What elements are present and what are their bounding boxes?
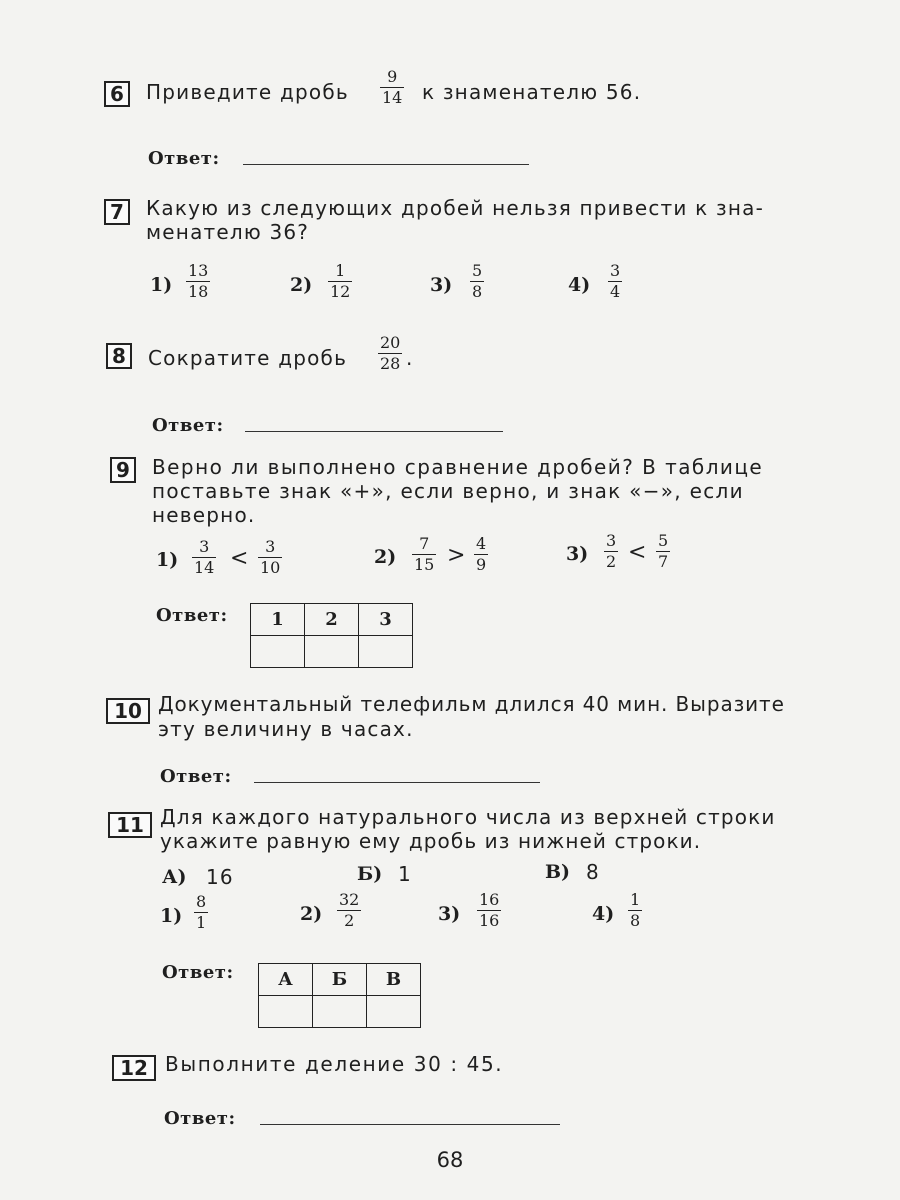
problem-9-comparison-3-operator: <: [628, 540, 647, 565]
problem-11-top-a-value: 16: [206, 865, 234, 889]
problem-number-10: 10: [106, 698, 150, 724]
problem-9-comparison-2-operator: >: [447, 543, 466, 568]
answer-table-header-cell: 2: [305, 604, 359, 636]
problem-number-8: 8: [106, 343, 132, 369]
fraction-numerator: 5: [658, 531, 669, 550]
fraction-denominator: 9: [476, 555, 487, 574]
problem-7-line-2: менателю 36?: [146, 220, 310, 244]
problem-9-comparison-1-operator: <: [230, 546, 249, 571]
fraction-denominator: 12: [330, 282, 351, 301]
answer-table-input-row: [259, 996, 421, 1028]
problem-11-line-2: укажите равную ему дробь из нижней строки.: [160, 829, 702, 853]
problem-11-answer-table: [258, 963, 421, 1028]
fraction-numerator: 4: [476, 534, 487, 553]
fraction-denominator: 10: [260, 558, 281, 577]
problem-9-comparison-3-left: [604, 532, 618, 571]
fraction-numerator: 3: [199, 537, 210, 556]
fraction-denominator: 15: [414, 555, 435, 574]
problem-9-line-1: Верно ли выполнено сравнение дробей? В таблице: [152, 455, 764, 479]
problem-11-option-2-label: 2): [300, 903, 323, 925]
problem-11-option-3-fraction: [477, 891, 501, 930]
problem-9-comparison-2-right: [474, 535, 488, 574]
page-number: 68: [436, 1148, 464, 1172]
fraction-denominator: 7: [658, 552, 669, 571]
answer-table-header-cell: 3: [359, 604, 413, 636]
fraction-denominator: 18: [188, 282, 209, 301]
problem-7-option-3-fraction: [470, 262, 484, 301]
answer-table-input-cell[interactable]: [313, 996, 367, 1028]
fraction-numerator: 9: [387, 67, 398, 86]
fraction-numerator: 1: [630, 890, 641, 909]
problem-7-option-2-fraction: [328, 262, 352, 301]
fraction-numerator: 5: [472, 261, 483, 280]
problem-number-11: 11: [108, 812, 152, 838]
problem-9-line-3: неверно.: [152, 503, 256, 527]
answer-table-header-cell: Б: [313, 964, 367, 996]
problem-11-option-1-fraction: [194, 893, 208, 932]
fraction-denominator: 2: [344, 911, 355, 930]
problem-8-answer-label: Ответ:: [152, 415, 224, 436]
problem-11-option-4-fraction: [628, 891, 642, 930]
problem-9-comparison-3-right: [656, 532, 670, 571]
problem-9-comparison-1-left: [192, 538, 216, 577]
problem-9-answer-table: [250, 603, 413, 668]
problem-12-answer-line[interactable]: [260, 1124, 560, 1125]
problem-7-option-1-fraction: [186, 262, 210, 301]
problem-9-comparison-2-label: 2): [374, 546, 397, 568]
answer-table-input-cell[interactable]: [305, 636, 359, 668]
fraction-numerator: 3: [610, 261, 621, 280]
problem-11-option-1-label: 1): [160, 905, 183, 927]
fraction-denominator: 2: [606, 552, 617, 571]
fraction-denominator: 8: [472, 282, 483, 301]
problem-9-line-2: поставьте знак «+», если верно, и знак «−», если: [152, 479, 744, 503]
problem-7-option-3-label: 3): [430, 274, 453, 296]
fraction-numerator: 3: [265, 537, 276, 556]
answer-table-header-row: [259, 964, 421, 996]
fraction-denominator: 1: [196, 913, 207, 932]
problem-8-text: Сократите дробь: [148, 346, 348, 370]
problem-9-comparison-1-label: 1): [156, 549, 179, 571]
problem-8-period: .: [406, 346, 414, 370]
problem-11-option-2-fraction: [337, 891, 361, 930]
problem-7-option-4-label: 4): [568, 274, 591, 296]
problem-11-top-b-value: 1: [398, 862, 412, 886]
problem-12-answer-label: Ответ:: [164, 1108, 236, 1129]
problem-6-text-a: Приведите дробь: [146, 80, 349, 104]
problem-10-line-1: Документальный телефильм длился 40 мин. Выразите: [158, 692, 785, 716]
fraction-numerator: 7: [419, 534, 430, 553]
problem-9-answer-label: Ответ:: [156, 605, 228, 626]
answer-table-input-row: [251, 636, 413, 668]
answer-table-header-cell: В: [367, 964, 421, 996]
problem-number-12: 12: [112, 1055, 156, 1081]
answer-table-header-row: [251, 604, 413, 636]
problem-6-text-b: к знаменателю 56.: [422, 80, 642, 104]
problem-10-line-2: эту величину в часах.: [158, 717, 414, 741]
problem-11-top-a-label: А): [162, 866, 187, 888]
fraction-denominator: 14: [194, 558, 215, 577]
problem-8-fraction: [378, 334, 402, 373]
answer-table-input-cell[interactable]: [251, 636, 305, 668]
problem-11-top-b-label: Б): [357, 863, 383, 885]
problem-9-comparison-1-right: [258, 538, 282, 577]
problem-number-9: 9: [110, 457, 136, 483]
problem-6-answer-label: Ответ:: [148, 148, 220, 169]
answer-table-input-cell[interactable]: [259, 996, 313, 1028]
fraction-denominator: 28: [380, 354, 401, 373]
fraction-numerator: 8: [196, 892, 207, 911]
problem-11-option-3-label: 3): [438, 903, 461, 925]
problem-11-option-4-label: 4): [592, 903, 615, 925]
fraction-denominator: 8: [630, 911, 641, 930]
problem-6-answer-line[interactable]: [243, 164, 529, 165]
problem-7-option-2-label: 2): [290, 274, 313, 296]
problem-11-answer-label: Ответ:: [162, 962, 234, 983]
answer-table-header-cell: 1: [251, 604, 305, 636]
problem-7-option-4-fraction: [608, 262, 622, 301]
problem-10-answer-label: Ответ:: [160, 766, 232, 787]
problem-7-line-1: Какую из следующих дробей нельзя привести к зна-: [146, 196, 764, 220]
problem-11-top-c-label: В): [545, 861, 571, 883]
fraction-numerator: 16: [479, 890, 500, 909]
fraction-denominator: 16: [479, 911, 500, 930]
problem-6-fraction: [380, 68, 404, 107]
problem-number-6: 6: [104, 81, 130, 107]
answer-table-input-cell[interactable]: [367, 996, 421, 1028]
problem-10-answer-line[interactable]: [254, 782, 540, 783]
problem-11-line-1: Для каждого натурального числа из верхней строки: [160, 805, 776, 829]
problem-9-comparison-3-label: 3): [566, 543, 589, 565]
answer-table-input-cell[interactable]: [359, 636, 413, 668]
problem-11-top-c-value: 8: [586, 860, 600, 884]
problem-12-text: Выполните деление 30 : 45.: [165, 1052, 504, 1076]
fraction-numerator: 1: [335, 261, 346, 280]
fraction-denominator: 14: [382, 88, 403, 107]
problem-8-answer-line[interactable]: [245, 431, 503, 432]
problem-number-7: 7: [104, 199, 130, 225]
fraction-denominator: 4: [610, 282, 621, 301]
problem-9-comparison-2-left: [412, 535, 436, 574]
fraction-numerator: 32: [339, 890, 360, 909]
answer-table-header-cell: А: [259, 964, 313, 996]
fraction-numerator: 20: [380, 333, 401, 352]
problem-7-option-1-label: 1): [150, 274, 173, 296]
fraction-numerator: 3: [606, 531, 617, 550]
fraction-numerator: 13: [188, 261, 209, 280]
